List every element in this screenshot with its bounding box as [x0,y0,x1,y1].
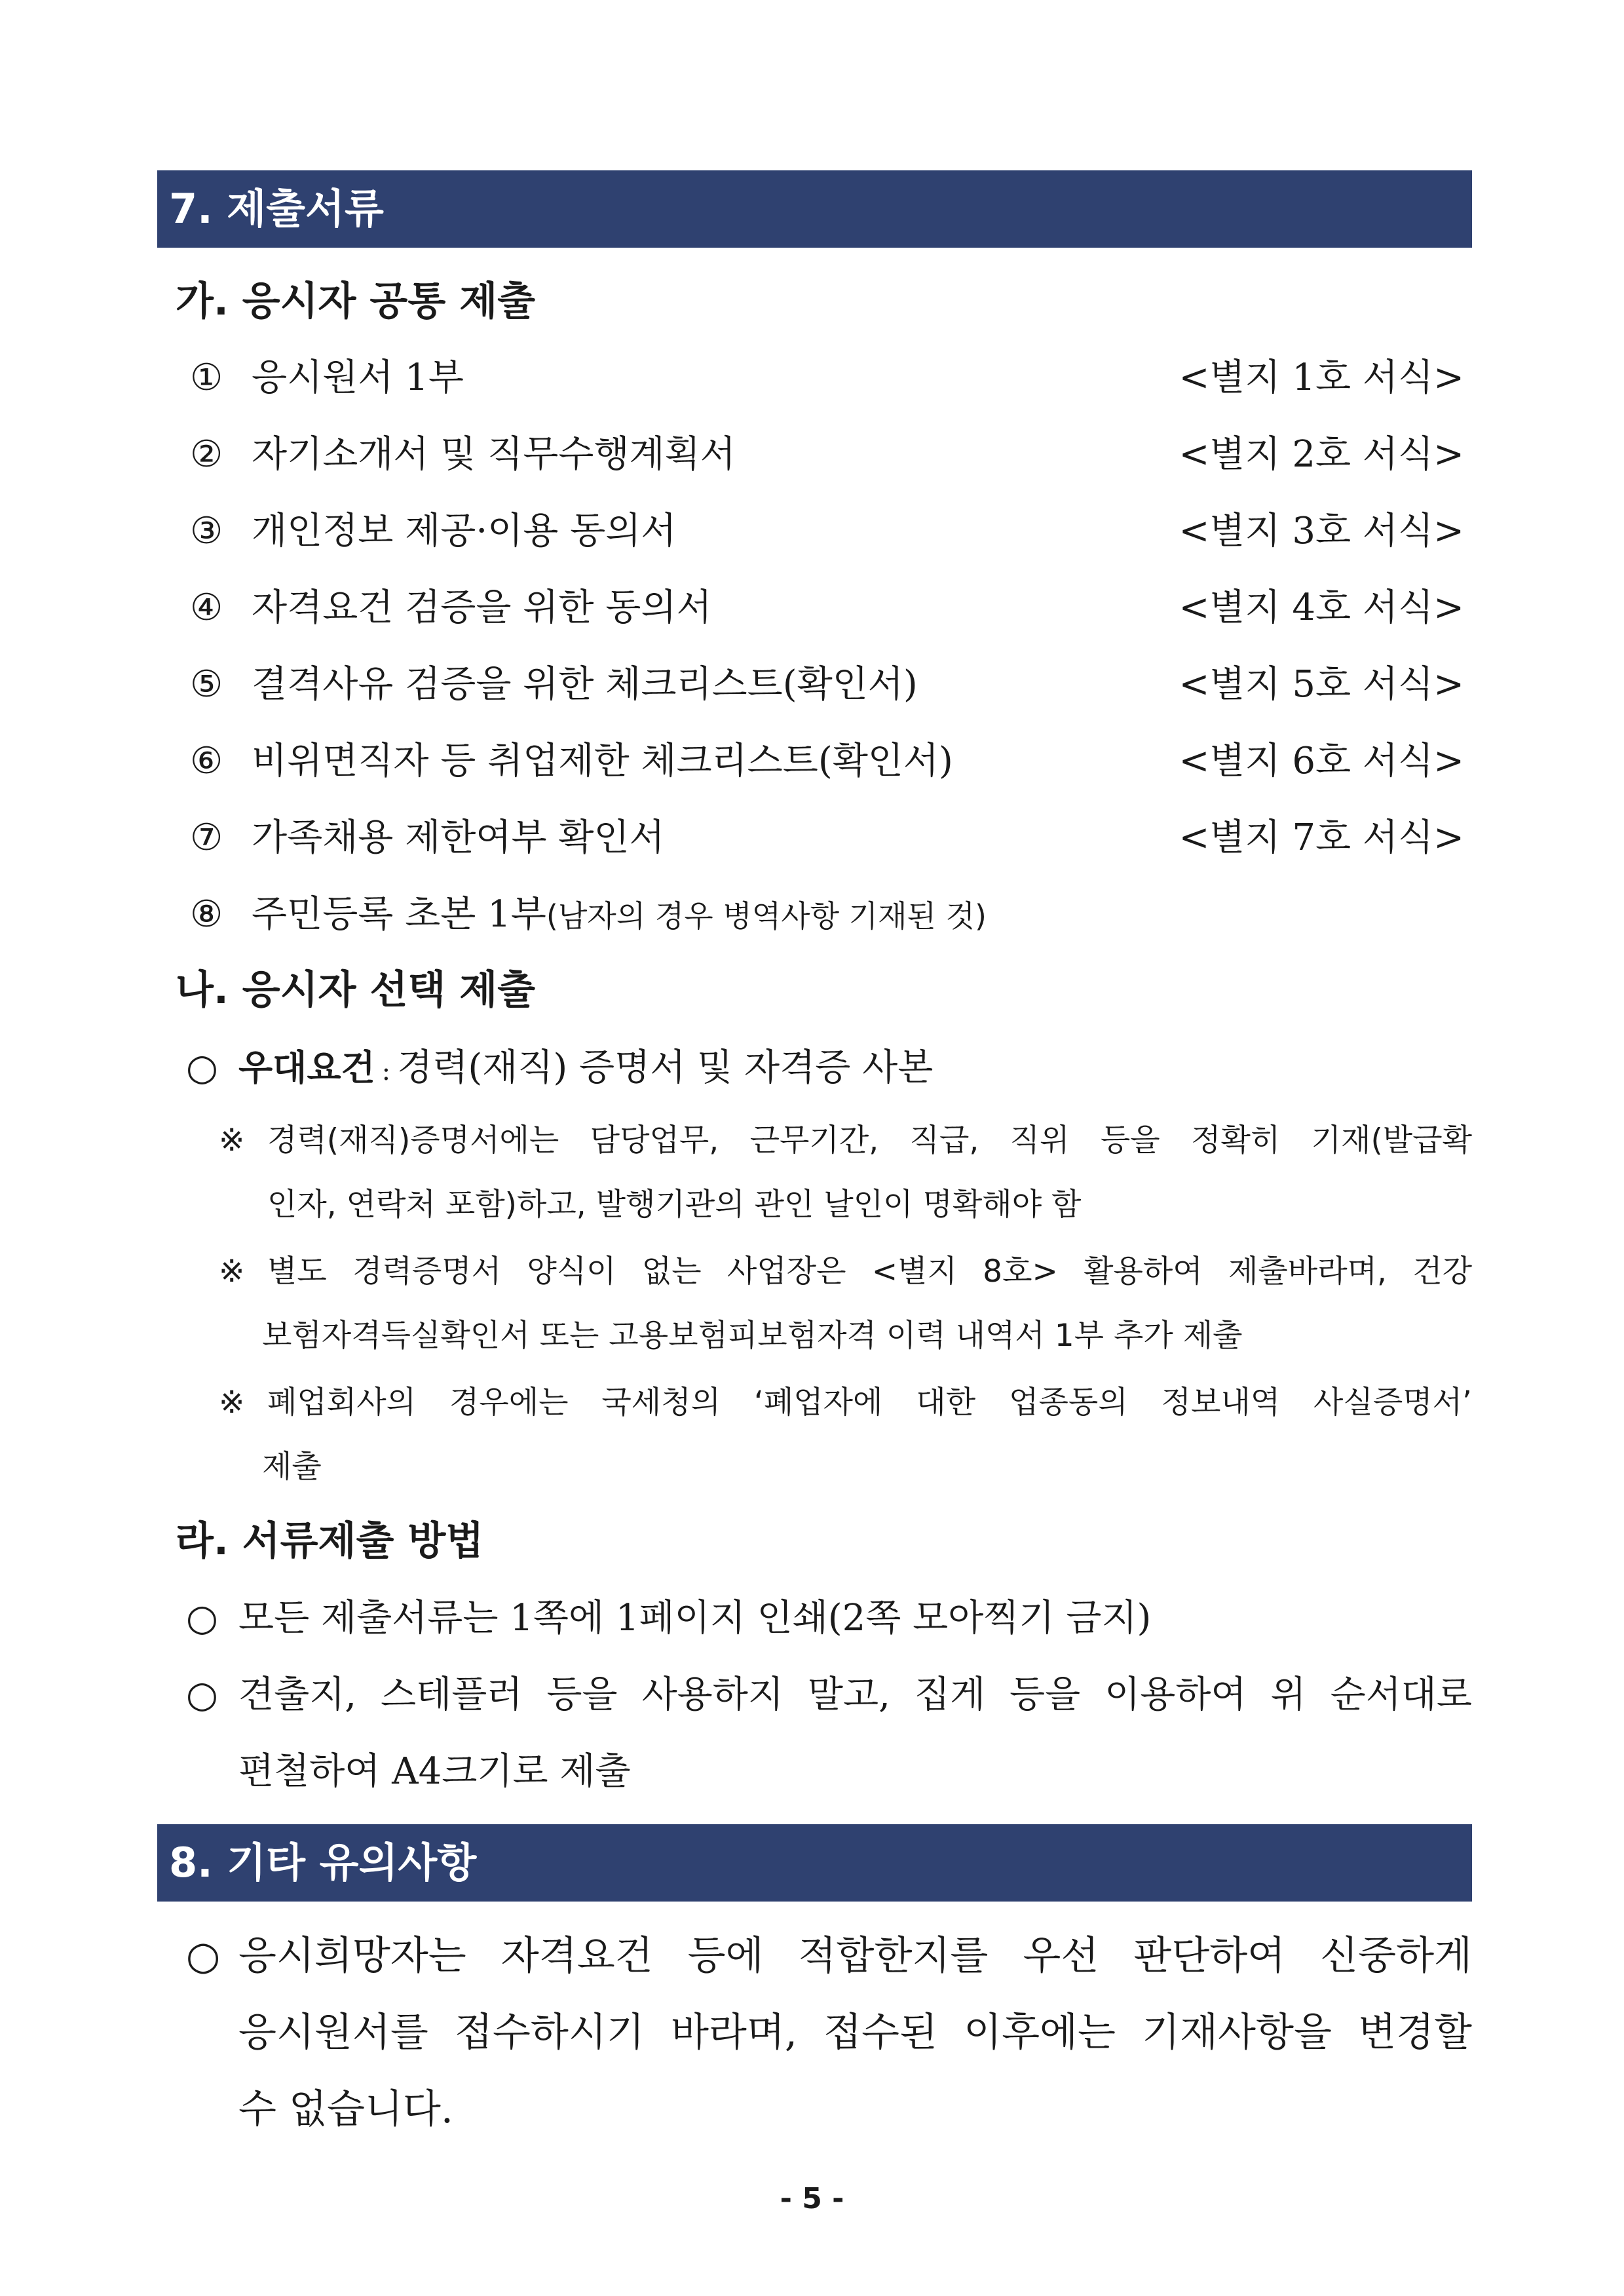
document-item [190,889,1464,941]
submission-method-heading: 라. 서류제출 방법 [176,1518,484,1564]
section-8-title: 8. 기타 유의사항 [169,1839,477,1886]
note-line-continued: 제출 [262,1449,322,1485]
section-8-banner [157,1824,1472,1902]
item-text: 비위면직자 등 취업제한 체크리스트(확인서) [252,740,953,782]
form-reference: <별지 6호 서식> [1179,740,1464,782]
item-text: 자격요건 검증을 위한 동의서 [252,586,712,629]
notice-line [186,1923,1472,1989]
note-mark: ※ [219,1385,245,1421]
section-7-title: 7. 제출서류 [169,185,384,233]
colon: : [381,1056,391,1086]
form-reference: <별지 4호 서식> [1179,586,1464,629]
note-line [219,1248,1472,1295]
page-number: - 5 - [780,2182,844,2215]
item-note: (남자의 경우 병역사항 기재된 것) [546,898,987,934]
note-text: 경력(재직)증명서에는 담당업무, 근무기간, 직급, 직위 등을 정확히 기재(발급확 [267,1122,1472,1158]
note-text: 별도 경력증명서 양식이 없는 사업장은 <별지 8호> 활용하여 제출바라며, 건강 [267,1253,1472,1290]
document-item [190,735,1464,788]
note-mark: ※ [219,1122,245,1158]
note-line-continued: 인자, 연락처 포함)하고, 발행기관의 관인 날인이 명확해야 함 [267,1187,1082,1223]
common-submission-heading: 가. 응시자 공통 제출 [176,278,536,324]
item-text: 주민등록 초본 1부 [252,893,546,936]
item-number: ⑥ [190,740,223,782]
item-number: ② [190,433,223,476]
item-text: 자기소개서 및 직무수행계획서 [252,433,736,476]
notice-line-continued: 수 없습니다. [238,2086,453,2132]
note-mark: ※ [219,1253,245,1290]
document-item [190,505,1464,558]
note-line-continued: 보험자격득실확인서 또는 고용보험피보험자격 이력 내역서 1부 추가 제출 [262,1318,1243,1354]
item-number: ⑦ [190,816,223,859]
method-text: 견출지, 스테플러 등을 사용하지 말고, 집게 등을 이용하여 위 순서대로 [238,1674,1472,1716]
item-number: ⑤ [190,663,223,706]
method-text: 모든 제출서류는 1쪽에 1페이지 인쇄(2쪽 모아찍기 금지) [238,1597,1152,1639]
circle-bullet: ○ [186,1046,218,1089]
document-item [190,659,1464,711]
method-line [186,1592,1472,1645]
method-line-continued: 편철하여 A4크기로 제출 [238,1750,631,1793]
item-text: 결격사유 검증을 위한 체크리스트(확인서) [252,663,918,706]
document-item [190,582,1464,634]
circle-bullet: ○ [186,1933,221,1979]
preference-text: 경력(재직) 증명서 및 자격증 사본 [397,1046,934,1089]
document-item [190,812,1464,864]
note-line [219,1379,1472,1426]
optional-submission-heading: 나. 응시자 선택 제출 [176,967,536,1013]
form-reference: <별지 1호 서식> [1179,356,1464,399]
circle-bullet: ○ [186,1674,218,1716]
notice-text: 응시희망자는 자격요건 등에 적합한지를 우선 판단하여 신중하게 [238,1933,1472,1979]
section-7-banner [157,170,1472,248]
document-item [190,429,1464,481]
document-item [190,352,1464,404]
item-number: ⑧ [190,893,223,936]
form-reference: <별지 7호 서식> [1179,816,1464,859]
form-reference: <별지 3호 서식> [1179,510,1464,552]
method-line [186,1669,1472,1721]
circle-bullet: ○ [186,1597,218,1639]
item-text: 개인정보 제공·이용 동의서 [252,510,677,552]
item-text: 응시원서 1부 [252,356,464,399]
item-number: ① [190,356,223,399]
form-reference: <별지 5호 서식> [1179,663,1464,706]
item-number: ④ [190,586,223,629]
form-reference: <별지 2호 서식> [1179,433,1464,476]
notice-line-continued: 응시원서를 접수하시기 바라며, 접수된 이후에는 기재사항을 변경할 [238,2010,1472,2056]
item-number: ③ [190,510,223,552]
preference-label: 우대요건 [238,1047,375,1088]
note-text: 폐업회사의 경우에는 국세청의 ‘폐업자에 대한 업종동의 정보내역 사실증명서’ [267,1385,1472,1421]
note-line [219,1117,1472,1164]
preference-line [186,1042,1472,1094]
item-text: 가족채용 제한여부 확인서 [252,816,665,859]
